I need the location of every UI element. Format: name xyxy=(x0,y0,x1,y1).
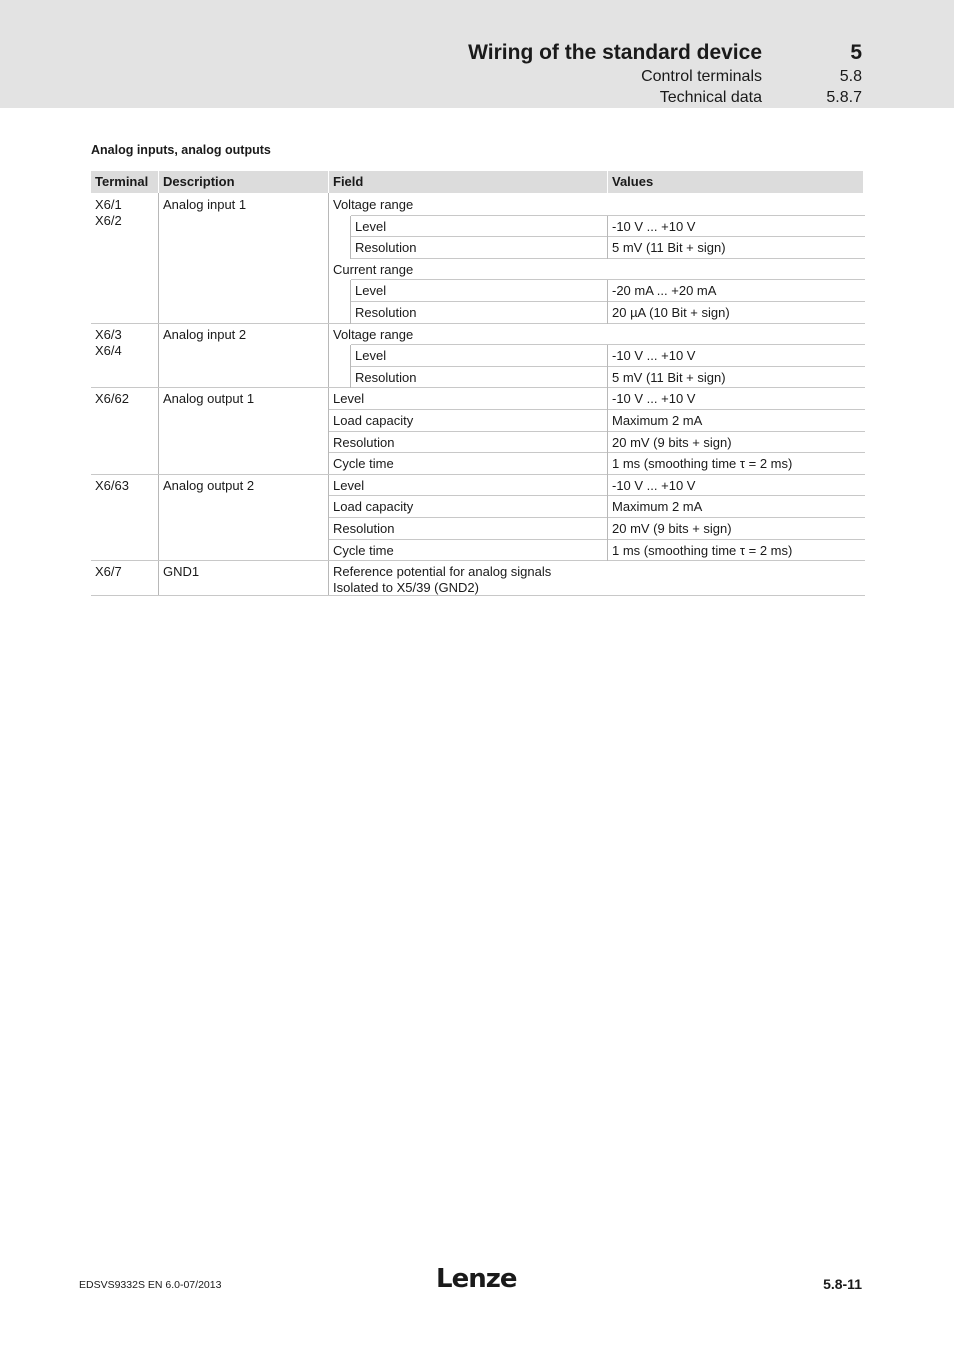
indent-divider xyxy=(350,367,351,389)
field-value: -10 V ... +10 V xyxy=(612,348,696,364)
row-separator xyxy=(329,431,865,432)
field-label: Resolution xyxy=(355,305,417,320)
description-cell: Analog input 1 xyxy=(163,197,247,212)
description-cell: Analog output 2 xyxy=(163,477,255,493)
description-cell: Analog input 2 xyxy=(163,326,247,342)
field-label: Resolution xyxy=(333,434,395,450)
description-cell: GND1 xyxy=(163,564,200,580)
value-divider xyxy=(607,216,608,238)
field-label: Resolution xyxy=(355,240,417,256)
value-divider xyxy=(607,453,608,475)
value-divider xyxy=(607,237,608,259)
header-terminal: Terminal xyxy=(91,171,158,193)
field-value: 20 mV (9 bits + sign) xyxy=(612,521,732,536)
header-field: Field xyxy=(329,171,607,193)
field-value: 20 µA (10 Bit + sign) xyxy=(612,305,730,320)
document-id: EDSVS9332S EN 6.0-07/2013 xyxy=(79,1279,222,1291)
value-divider xyxy=(607,280,608,302)
page-title: Wiring of the standard device xyxy=(468,41,762,64)
indent-divider xyxy=(350,237,351,259)
row-separator xyxy=(91,595,865,596)
terminal-cell: X6/3 X6/4 xyxy=(95,326,122,358)
row-separator xyxy=(329,517,865,518)
field-value: Maximum 2 mA xyxy=(612,413,703,428)
field-label: Level xyxy=(355,218,387,234)
value-divider xyxy=(607,410,608,432)
section-title: Control terminals xyxy=(641,68,762,85)
row-separator xyxy=(351,301,865,302)
row-separator xyxy=(351,258,865,259)
field-value: 5 mV (11 Bit + sign) xyxy=(612,369,726,385)
field-value: -10 V ... +10 V xyxy=(612,218,696,234)
chapter-number: 5 xyxy=(850,41,862,64)
field-value: -10 V ... +10 V xyxy=(612,391,696,407)
row-separator xyxy=(351,215,865,216)
field-label: Load capacity xyxy=(333,413,414,428)
field-label: Current range xyxy=(333,261,414,277)
row-separator xyxy=(329,495,865,496)
field-label: Cycle time xyxy=(333,456,394,472)
column-divider-1 xyxy=(158,193,159,596)
row-separator xyxy=(351,279,865,280)
terminal-cell: X6/62 xyxy=(95,391,129,407)
terminal-cell: X6/7 xyxy=(95,564,122,580)
field-value: 5 mV (11 Bit + sign) xyxy=(612,240,726,256)
header-description: Description xyxy=(159,171,328,193)
section-number: 5.8 xyxy=(839,68,862,85)
subsection-number: 5.8.7 xyxy=(826,89,862,106)
header-values: Values xyxy=(608,171,863,193)
field-label: Voltage range xyxy=(333,197,414,212)
row-separator xyxy=(91,560,865,561)
terminal-cell: X6/63 xyxy=(95,477,129,493)
field-value: -20 mA ... +20 mA xyxy=(612,283,717,299)
value-divider xyxy=(607,388,608,410)
page-number: 5.8-11 xyxy=(823,1276,862,1292)
field-label: Resolution xyxy=(355,369,417,385)
indent-divider xyxy=(350,280,351,302)
field-value: 1 ms (smoothing time τ = 2 ms) xyxy=(612,542,793,558)
value-divider xyxy=(607,302,608,324)
value-divider xyxy=(607,475,608,497)
row-separator xyxy=(329,539,865,540)
field-value: 1 ms (smoothing time τ = 2 ms) xyxy=(612,456,793,472)
row-separator xyxy=(351,366,865,367)
field-label: Reference potential for analog signals Isolated to X5/39 (GND2) xyxy=(333,564,552,596)
section-heading: Analog inputs, analog outputs xyxy=(91,143,271,157)
subsection-title: Technical data xyxy=(659,89,762,106)
lenze-logo: Lenze xyxy=(436,1264,517,1294)
field-value: -10 V ... +10 V xyxy=(612,477,696,493)
column-divider-2 xyxy=(328,193,329,596)
field-label: Load capacity xyxy=(333,499,414,515)
field-label: Cycle time xyxy=(333,542,394,558)
row-separator xyxy=(91,387,865,388)
field-label: Level xyxy=(355,348,387,364)
field-label: Voltage range xyxy=(333,326,414,342)
row-separator xyxy=(351,236,865,237)
row-separator xyxy=(91,474,865,475)
field-label: Resolution xyxy=(333,521,395,536)
field-label: Level xyxy=(333,477,365,493)
indent-divider xyxy=(350,216,351,238)
value-divider xyxy=(607,496,608,518)
terminal-cell: X6/1 X6/2 xyxy=(95,197,122,228)
field-value: 20 mV (9 bits + sign) xyxy=(612,434,732,450)
indent-divider xyxy=(350,345,351,367)
field-label: Level xyxy=(333,391,365,407)
field-value: Maximum 2 mA xyxy=(612,499,703,515)
value-divider xyxy=(607,345,608,367)
row-separator xyxy=(329,409,865,410)
field-label: Level xyxy=(355,283,387,299)
value-divider xyxy=(607,432,608,454)
value-divider xyxy=(607,367,608,389)
value-divider xyxy=(607,518,608,540)
row-separator xyxy=(329,452,865,453)
indent-divider xyxy=(350,302,351,324)
row-separator xyxy=(91,323,865,324)
value-divider xyxy=(607,540,608,562)
row-separator xyxy=(351,344,865,345)
description-cell: Analog output 1 xyxy=(163,391,255,407)
